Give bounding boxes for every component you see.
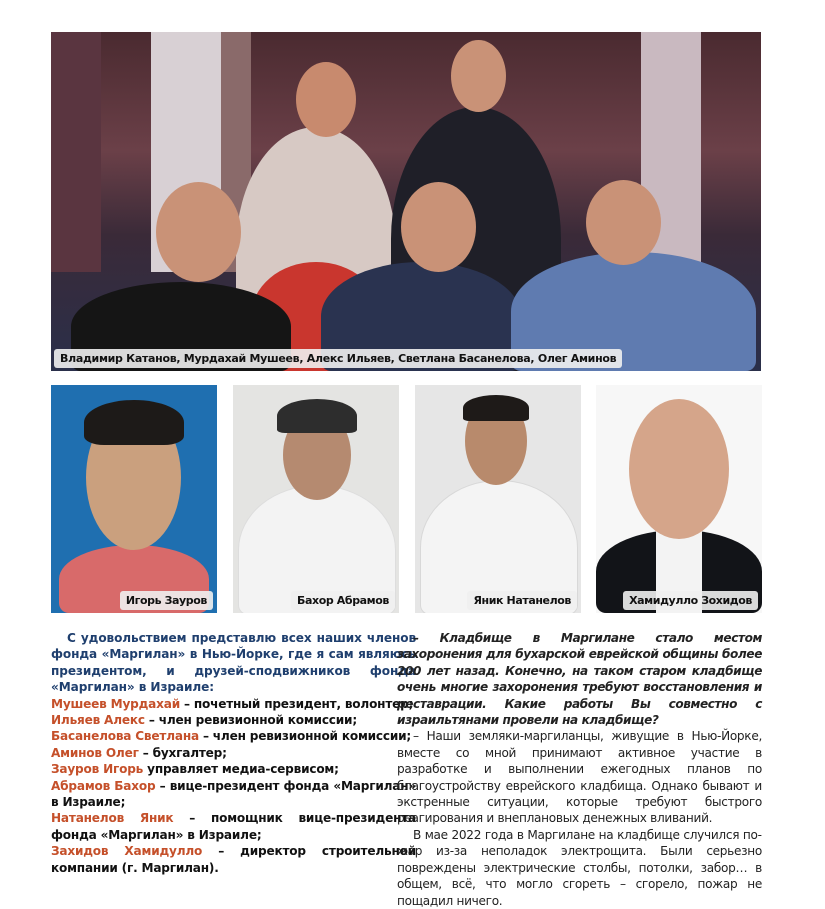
interview-answer: – Наши земляки-маргиланцы, живущие в Нью-Йорке, вместе со мной принимают активное участие в разработке и выполнении ежегодных планов по благоустройству еврейского кладбища. Однако бывают и экстренные ситуации, которые требуют быстрого реагирования и внеплановых денежных вливаний. [397, 729, 762, 826]
member-name: Захидов Хамидулло [51, 844, 203, 859]
person-head [296, 62, 356, 137]
member-name: Мушеев Мурдахай [51, 696, 180, 711]
group-photo [51, 32, 761, 371]
interview-question: – Кладбище в Маргилане стало местом захоронения для бухарской еврейской общины более 200 лет назад. Конечно, на таком старом кладбище очень многие захоронения требуют восстановления и реставрации. Какие работы Вы совместно с израильтянами провели на кладбище? [397, 631, 762, 728]
person-head [451, 40, 506, 112]
left-column [51, 630, 416, 876]
member-name: Басанелова Светлана [51, 729, 199, 744]
member-item [51, 761, 416, 777]
member-role: – вице-президент фонда «Маргилан» в Израиле; [51, 778, 416, 810]
photo-background [51, 32, 101, 272]
member-item [51, 745, 416, 761]
member-name: Абрамов Бахор [51, 778, 156, 793]
person-head [156, 182, 241, 282]
member-name: Зауров Игорь [51, 762, 144, 777]
member-role: – помощник вице-президента фонда «Маргилан» в Израиле; [51, 811, 417, 842]
member-role: управляет медиа-сервисом; [143, 762, 339, 777]
member-role: – директор строительной компании (г. Маргилан). [51, 844, 416, 875]
portrait-bakhor [233, 385, 399, 613]
interview-answer: В мае 2022 года в Маргилане на кладбище случился пожар из-за неполадок электрощита. Были серьезно повреждены электрические столбы, потолки, забор… в общем, всё, что могло сгореть – сгорело, пожар не пощадил ничего. [397, 827, 762, 908]
portrait-caption: Хамидулло Зохидов [623, 591, 758, 610]
member-item [51, 728, 416, 744]
member-role: – член ревизионной комиссии; [198, 729, 412, 744]
member-role: – бухгалтер; [138, 745, 227, 760]
portrait-caption: Бахор Абрамов [291, 591, 395, 610]
person-hair [463, 395, 529, 421]
member-name: Ильяев Алекс [51, 713, 145, 728]
member-name: Натанелов Яник [51, 811, 174, 826]
person-head [586, 180, 661, 265]
intro-paragraph: С удовольствием представлю всех наших членов фонда «Маргилан» в Нью-Йорке, где я сам являюсь президентом, и друзей-сподвижников фонда «Маргилан» в Израиле: [51, 631, 416, 695]
portrait-caption: Игорь Зауров [120, 591, 213, 610]
person-head [401, 182, 476, 272]
member-role: – почетный президент, волонтер; [179, 696, 414, 711]
right-column [397, 630, 762, 909]
portrait-caption: Яник Натанелов [467, 591, 577, 610]
portrait-khamidullo [596, 385, 762, 613]
portrait-yanik [415, 385, 581, 613]
person-hair [84, 400, 184, 445]
member-item [51, 810, 416, 843]
member-item [51, 712, 416, 728]
portrait-igor [51, 385, 217, 613]
person-cap [277, 399, 357, 433]
member-item [51, 843, 416, 876]
member-name: Аминов Олег [51, 745, 139, 760]
member-item [51, 696, 416, 712]
member-item [51, 778, 416, 811]
member-role: – член ревизионной комиссии; [144, 713, 357, 728]
person-head [629, 399, 729, 539]
photo-caption: Владимир Катанов, Мурдахай Мушеев, Алекс Ильяев, Светлана Басанелова, Олег Аминов [54, 349, 622, 368]
